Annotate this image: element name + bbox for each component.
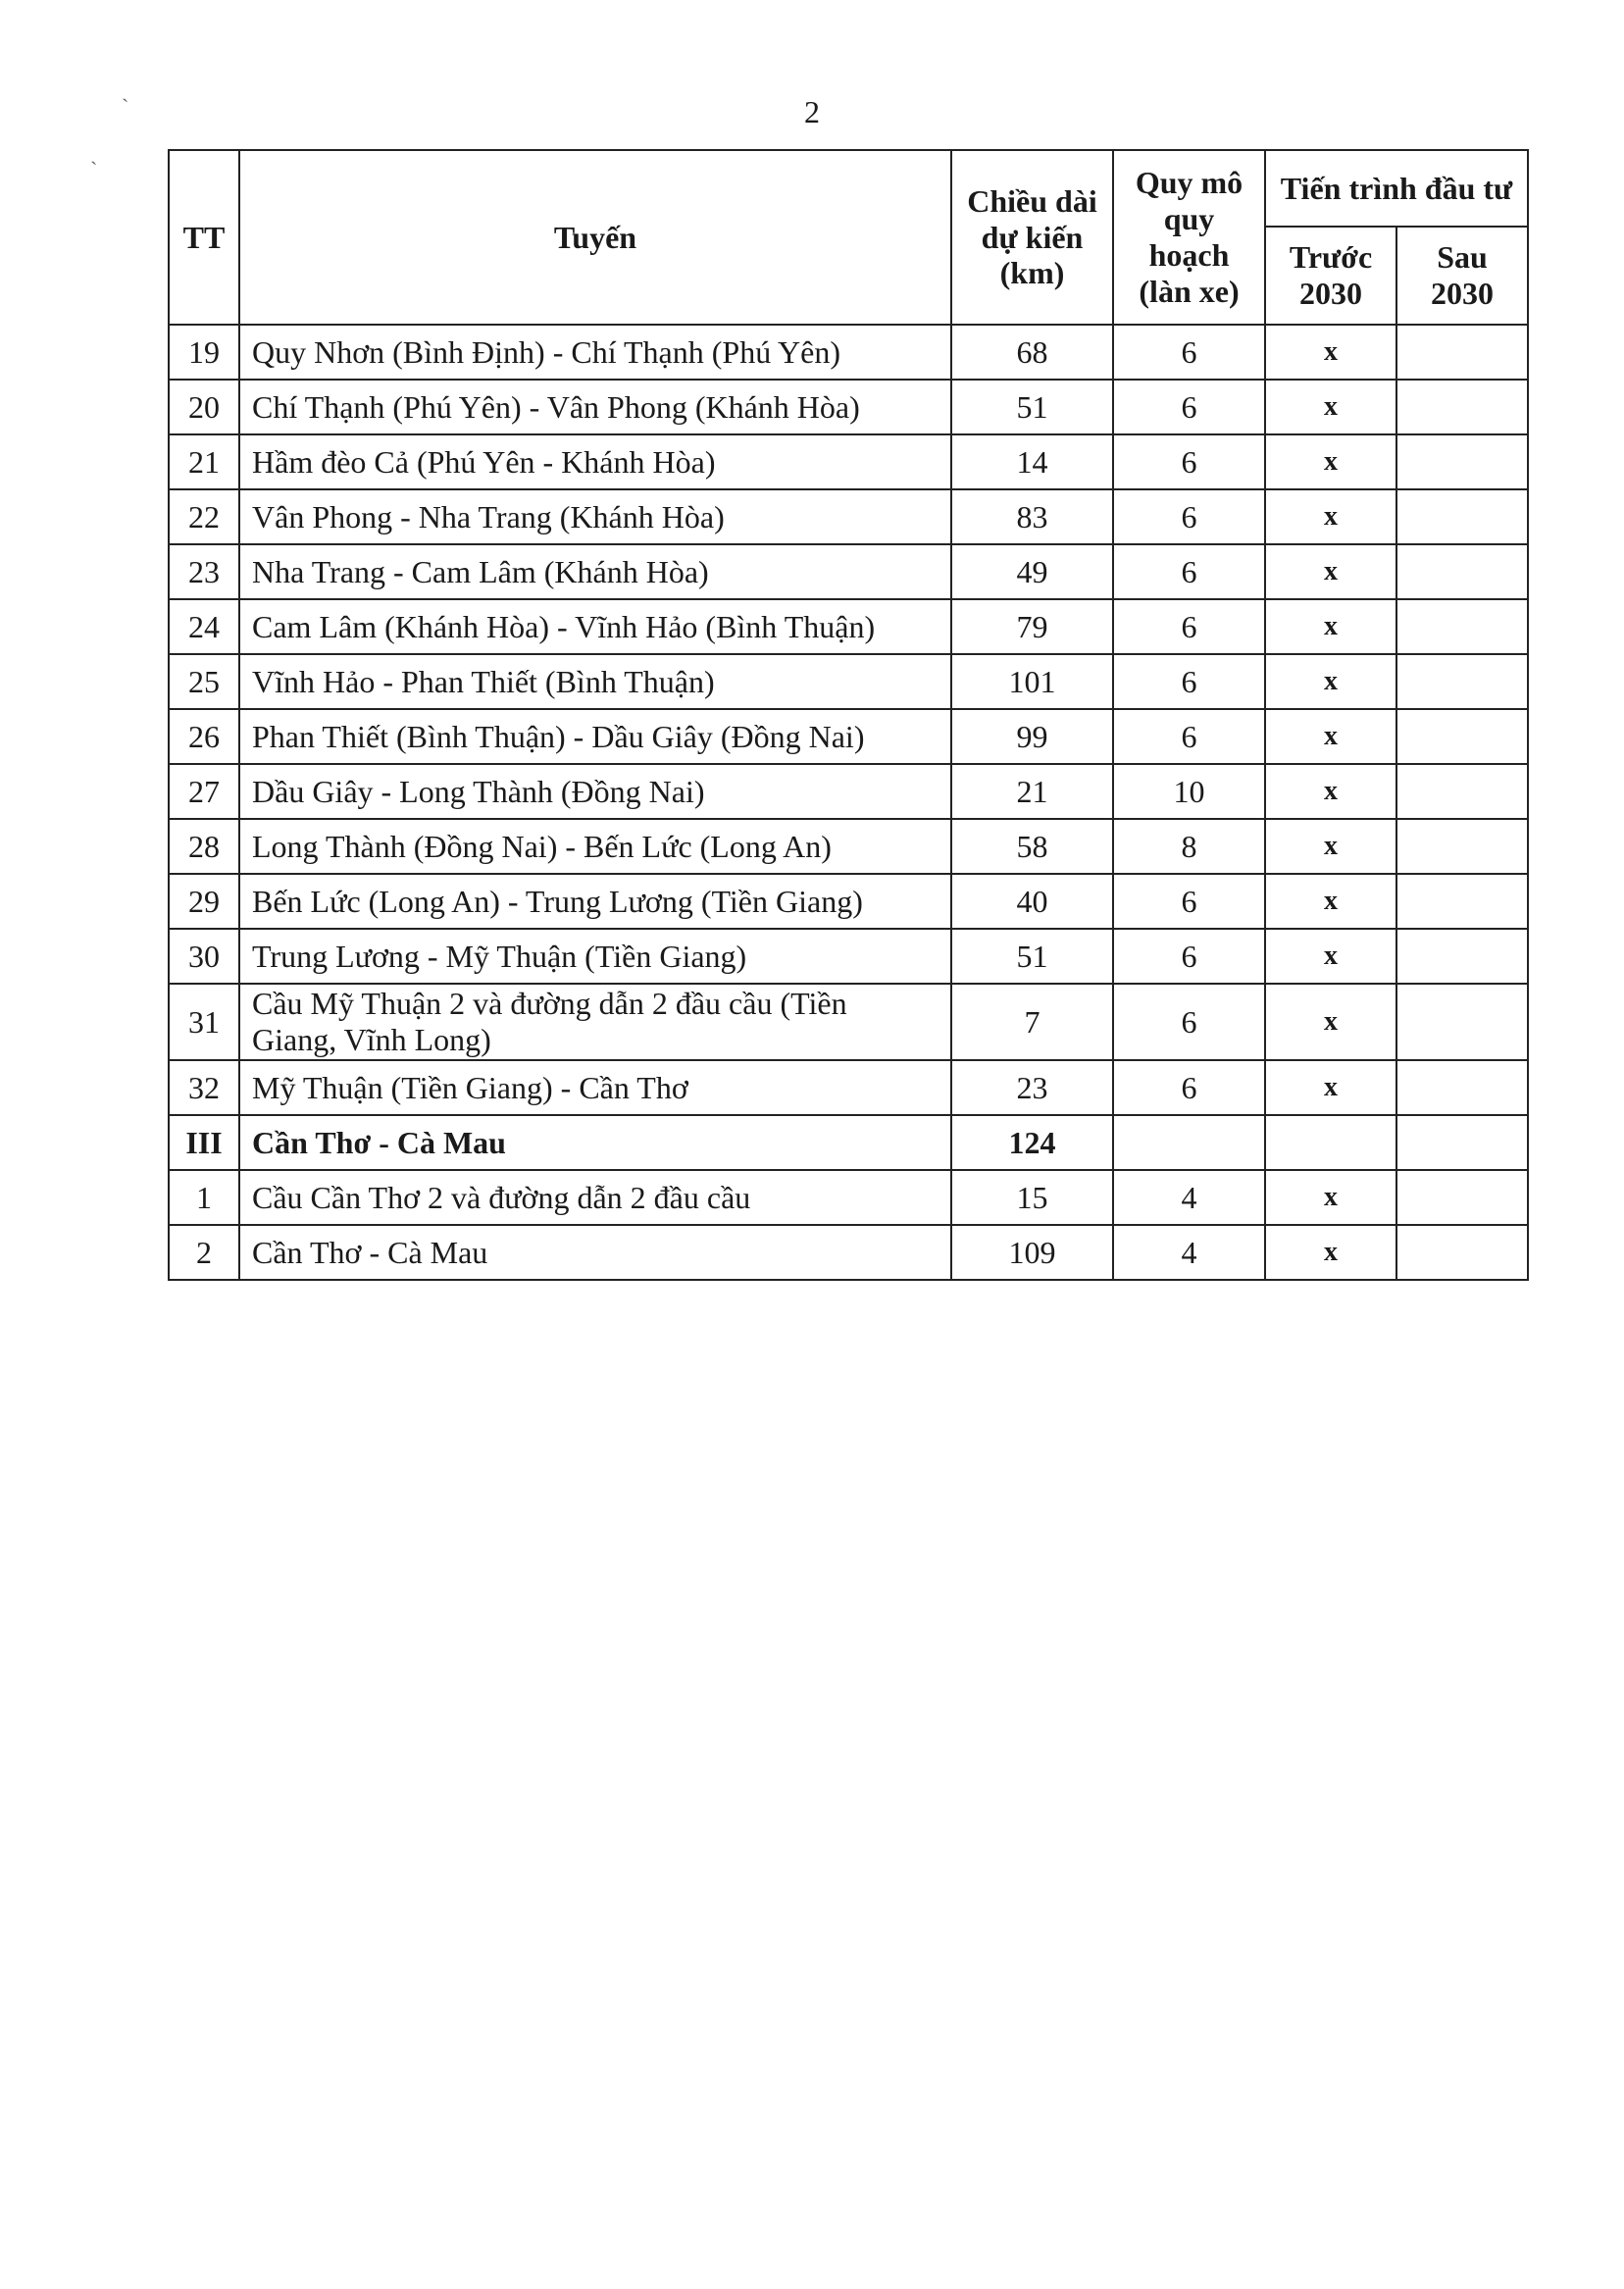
before-2030-mark: x xyxy=(1265,434,1396,489)
route-name: Vĩnh Hảo - Phan Thiết (Bình Thuận) xyxy=(239,654,951,709)
route-name: Vân Phong - Nha Trang (Khánh Hòa) xyxy=(239,489,951,544)
route-length: 14 xyxy=(951,434,1113,489)
after-2030-mark xyxy=(1396,874,1528,929)
page-number: 2 xyxy=(804,94,820,129)
header-length: Chiều dài dự kiến (km) xyxy=(951,150,1113,325)
lane-count xyxy=(1113,1115,1265,1170)
lane-count: 6 xyxy=(1113,1060,1265,1115)
after-2030-mark xyxy=(1396,489,1528,544)
table-row xyxy=(169,325,1528,380)
table-row xyxy=(169,984,1528,1060)
before-2030-mark: x xyxy=(1265,654,1396,709)
lane-count: 6 xyxy=(1113,325,1265,380)
route-name: Chí Thạnh (Phú Yên) - Vân Phong (Khánh Hòa) xyxy=(239,380,951,434)
header-row xyxy=(169,150,1528,227)
row-number: 20 xyxy=(169,380,239,434)
row-number: 1 xyxy=(169,1170,239,1225)
row-number: 29 xyxy=(169,874,239,929)
after-2030-mark xyxy=(1396,929,1528,984)
table-row xyxy=(169,709,1528,764)
before-2030-mark: x xyxy=(1265,380,1396,434)
lane-count: 6 xyxy=(1113,434,1265,489)
row-number: 26 xyxy=(169,709,239,764)
before-2030-mark: x xyxy=(1265,709,1396,764)
table-row xyxy=(169,599,1528,654)
table-row xyxy=(169,874,1528,929)
table-body xyxy=(169,325,1528,1280)
row-number: 23 xyxy=(169,544,239,599)
header-after-2030: Sau 2030 xyxy=(1396,227,1528,325)
table-row xyxy=(169,1225,1528,1280)
table-row xyxy=(169,819,1528,874)
route-name: Dầu Giây - Long Thành (Đồng Nai) xyxy=(239,764,951,819)
row-number: 22 xyxy=(169,489,239,544)
before-2030-mark: x xyxy=(1265,489,1396,544)
table-row xyxy=(169,1170,1528,1225)
row-number: 30 xyxy=(169,929,239,984)
route-name: Bến Lức (Long An) - Trung Lương (Tiền Giang) xyxy=(239,874,951,929)
lane-count: 6 xyxy=(1113,544,1265,599)
lane-count: 6 xyxy=(1113,874,1265,929)
header-scale: Quy mô quy hoạch (làn xe) xyxy=(1113,150,1265,325)
route-length: 23 xyxy=(951,1060,1113,1115)
route-length: 101 xyxy=(951,654,1113,709)
lane-count: 6 xyxy=(1113,599,1265,654)
after-2030-mark xyxy=(1396,984,1528,1060)
table-row xyxy=(169,654,1528,709)
route-length: 99 xyxy=(951,709,1113,764)
route-length: 79 xyxy=(951,599,1113,654)
route-length: 51 xyxy=(951,929,1113,984)
stray-mark: ` xyxy=(90,157,98,181)
route-name: Phan Thiết (Bình Thuận) - Dầu Giây (Đồng Nai) xyxy=(239,709,951,764)
route-name: Cần Thơ - Cà Mau xyxy=(239,1225,951,1280)
before-2030-mark: x xyxy=(1265,929,1396,984)
header-tt: TT xyxy=(169,150,239,325)
table-row xyxy=(169,380,1528,434)
after-2030-mark xyxy=(1396,599,1528,654)
table-row xyxy=(169,434,1528,489)
after-2030-mark xyxy=(1396,544,1528,599)
lane-count: 4 xyxy=(1113,1225,1265,1280)
route-length: 15 xyxy=(951,1170,1113,1225)
route-name: Trung Lương - Mỹ Thuận (Tiền Giang) xyxy=(239,929,951,984)
route-name: Hầm đèo Cả (Phú Yên - Khánh Hòa) xyxy=(239,434,951,489)
route-length: 109 xyxy=(951,1225,1113,1280)
table-row xyxy=(169,1060,1528,1115)
route-name: Long Thành (Đồng Nai) - Bến Lức (Long An) xyxy=(239,819,951,874)
before-2030-mark: x xyxy=(1265,1225,1396,1280)
route-name: Quy Nhơn (Bình Định) - Chí Thạnh (Phú Yên) xyxy=(239,325,951,380)
after-2030-mark xyxy=(1396,1170,1528,1225)
before-2030-mark: x xyxy=(1265,599,1396,654)
header-route: Tuyến xyxy=(239,150,951,325)
row-number: III xyxy=(169,1115,239,1170)
table-row xyxy=(169,929,1528,984)
lane-count: 10 xyxy=(1113,764,1265,819)
after-2030-mark xyxy=(1396,434,1528,489)
route-length: 40 xyxy=(951,874,1113,929)
after-2030-mark xyxy=(1396,325,1528,380)
header-before-2030: Trước 2030 xyxy=(1265,227,1396,325)
stray-mark: ` xyxy=(122,94,129,119)
after-2030-mark xyxy=(1396,654,1528,709)
route-length: 124 xyxy=(951,1115,1113,1170)
after-2030-mark xyxy=(1396,1225,1528,1280)
row-number: 21 xyxy=(169,434,239,489)
header-progress: Tiến trình đầu tư xyxy=(1265,150,1528,227)
after-2030-mark xyxy=(1396,1115,1528,1170)
route-length: 7 xyxy=(951,984,1113,1060)
after-2030-mark xyxy=(1396,1060,1528,1115)
before-2030-mark: x xyxy=(1265,764,1396,819)
row-number: 27 xyxy=(169,764,239,819)
after-2030-mark xyxy=(1396,764,1528,819)
route-length: 58 xyxy=(951,819,1113,874)
route-name: Cầu Cần Thơ 2 và đường dẫn 2 đầu cầu xyxy=(239,1170,951,1225)
after-2030-mark xyxy=(1396,380,1528,434)
route-name: Cần Thơ - Cà Mau xyxy=(239,1115,951,1170)
route-name: Mỹ Thuận (Tiền Giang) - Cần Thơ xyxy=(239,1060,951,1115)
lane-count: 6 xyxy=(1113,654,1265,709)
lane-count: 4 xyxy=(1113,1170,1265,1225)
lane-count: 8 xyxy=(1113,819,1265,874)
lane-count: 6 xyxy=(1113,984,1265,1060)
after-2030-mark xyxy=(1396,819,1528,874)
lane-count: 6 xyxy=(1113,489,1265,544)
table-row xyxy=(169,544,1528,599)
row-number: 2 xyxy=(169,1225,239,1280)
before-2030-mark: x xyxy=(1265,1060,1396,1115)
row-number: 24 xyxy=(169,599,239,654)
route-name: Cam Lâm (Khánh Hòa) - Vĩnh Hảo (Bình Thuận) xyxy=(239,599,951,654)
before-2030-mark: x xyxy=(1265,1170,1396,1225)
before-2030-mark: x xyxy=(1265,874,1396,929)
route-length: 68 xyxy=(951,325,1113,380)
before-2030-mark: x xyxy=(1265,325,1396,380)
route-name: Nha Trang - Cam Lâm (Khánh Hòa) xyxy=(239,544,951,599)
row-number: 32 xyxy=(169,1060,239,1115)
row-number: 19 xyxy=(169,325,239,380)
expressway-table xyxy=(168,149,1529,1281)
route-length: 83 xyxy=(951,489,1113,544)
route-name: Cầu Mỹ Thuận 2 và đường dẫn 2 đầu cầu (Tiền Giang, Vĩnh Long) xyxy=(239,984,951,1060)
section-row xyxy=(169,1115,1528,1170)
before-2030-mark xyxy=(1265,1115,1396,1170)
row-number: 25 xyxy=(169,654,239,709)
lane-count: 6 xyxy=(1113,929,1265,984)
lane-count: 6 xyxy=(1113,709,1265,764)
lane-count: 6 xyxy=(1113,380,1265,434)
before-2030-mark: x xyxy=(1265,819,1396,874)
route-length: 21 xyxy=(951,764,1113,819)
route-length: 49 xyxy=(951,544,1113,599)
table-row xyxy=(169,489,1528,544)
row-number: 31 xyxy=(169,984,239,1060)
before-2030-mark: x xyxy=(1265,984,1396,1060)
after-2030-mark xyxy=(1396,709,1528,764)
route-length: 51 xyxy=(951,380,1113,434)
row-number: 28 xyxy=(169,819,239,874)
before-2030-mark: x xyxy=(1265,544,1396,599)
table-row xyxy=(169,764,1528,819)
